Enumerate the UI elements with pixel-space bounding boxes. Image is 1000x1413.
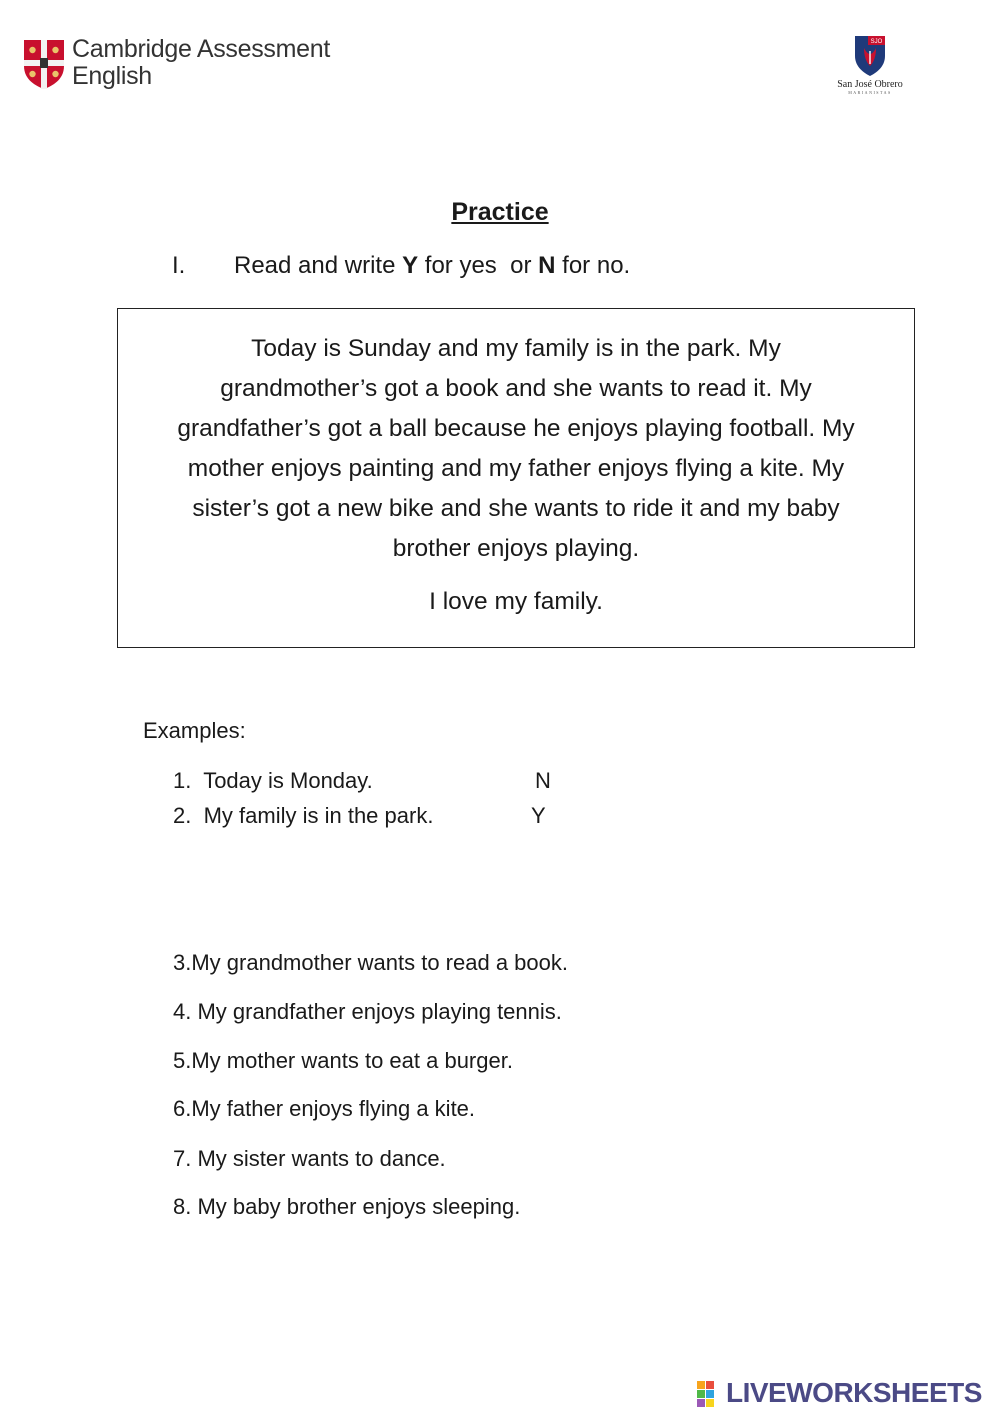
school-logo xyxy=(832,34,908,98)
story-line: mother enjoys painting and my father enjoys flying a kite. My xyxy=(187,455,845,482)
story-line: Today is Sunday and my family is in the park. My xyxy=(251,335,781,362)
cambridge-subtitle: English xyxy=(72,62,152,90)
story-line: brother enjoys playing. xyxy=(392,535,640,562)
instruction xyxy=(172,252,630,280)
question-item: 8. My baby brother enjoys sleeping. xyxy=(173,1194,521,1219)
sjo-badge-text: SJO xyxy=(870,39,883,45)
example-answer: N xyxy=(535,768,551,793)
example-text: My family is in the park. xyxy=(203,803,434,828)
cambridge-shield-icon xyxy=(22,38,66,90)
example-text: Today is Monday. xyxy=(203,768,373,793)
instruction-text-a: Read and write xyxy=(234,252,403,279)
example-number: 1. xyxy=(173,768,192,793)
liveworksheets-logo xyxy=(697,1377,982,1409)
story-line: grandfather’s got a ball because he enjoys playing football. My xyxy=(177,415,855,442)
instruction-text-c: for no. xyxy=(555,252,631,279)
instruction-number: I. xyxy=(172,252,186,279)
example-item xyxy=(173,768,551,794)
instruction-text-b: for yes or xyxy=(418,252,539,279)
sjo-shield-icon xyxy=(852,34,888,78)
story-closing: I love my family. xyxy=(429,588,603,615)
question-item: 3.My grandmother wants to read a book. xyxy=(173,950,568,975)
examples-heading: Examples: xyxy=(143,718,246,743)
story-box xyxy=(117,308,915,648)
liveworksheets-brand: LIVEWORKSHEETS xyxy=(726,1377,982,1408)
question-item: 5.My mother wants to eat a burger. xyxy=(173,1048,513,1073)
example-number: 2. xyxy=(173,803,192,828)
cambridge-logo xyxy=(22,34,332,94)
example-answer: Y xyxy=(531,803,546,828)
liveworksheets-blocks-icon xyxy=(697,1379,725,1407)
school-subtitle: MARIANISTAS xyxy=(848,90,892,95)
instruction-no-letter: N xyxy=(538,252,556,279)
story-line: grandmother’s got a book and she wants to read it. My xyxy=(220,375,812,402)
story-line: sister’s got a new bike and she wants to ride it and my baby xyxy=(192,495,840,522)
instruction-yes-letter: Y xyxy=(402,252,419,279)
question-item: 4. My grandfather enjoys playing tennis. xyxy=(173,999,562,1024)
school-name: San José Obrero xyxy=(837,79,903,90)
question-item: 6.My father enjoys flying a kite. xyxy=(173,1096,476,1121)
page-title: Practice xyxy=(451,198,549,226)
cambridge-title: Cambridge Assessment xyxy=(72,35,331,63)
question-item: 7. My sister wants to dance. xyxy=(173,1146,446,1171)
example-item xyxy=(173,803,546,829)
